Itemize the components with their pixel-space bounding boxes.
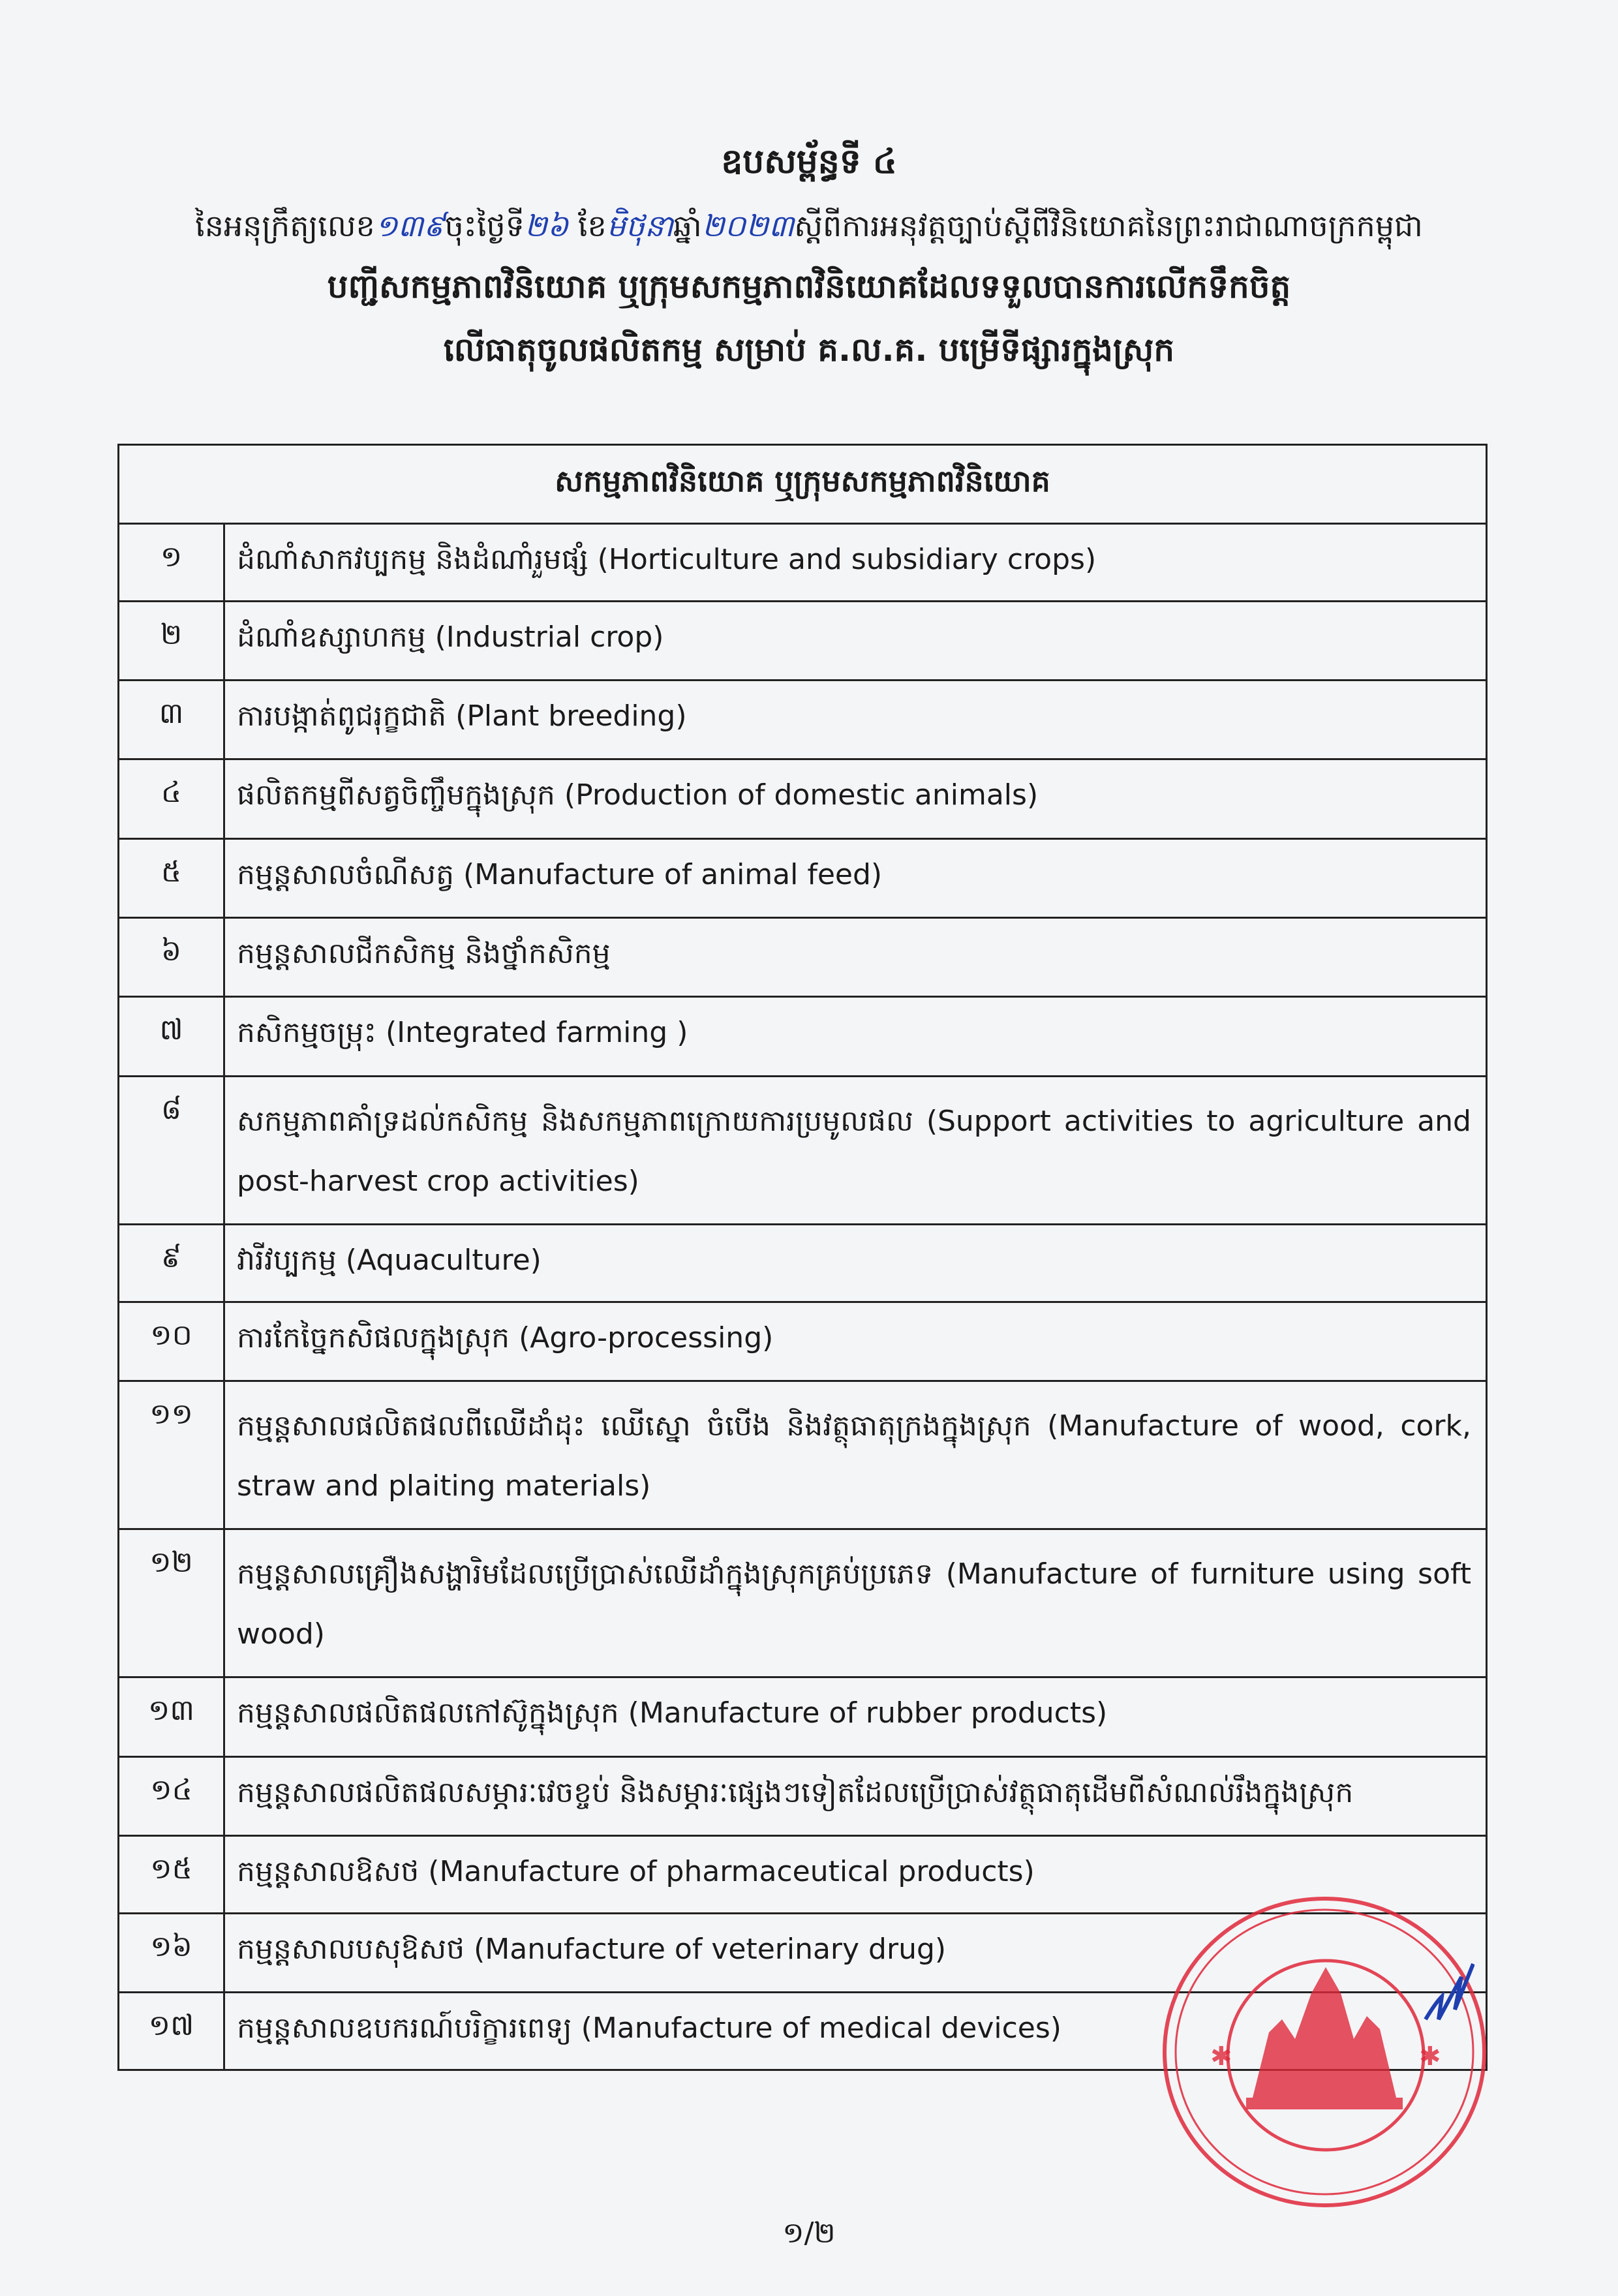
svg-text:✱: ✱ [1419, 2042, 1441, 2072]
activity-description: ការកែច្នៃកសិផលក្នុងស្រុក (Agro-processing) [224, 1302, 1487, 1381]
table-row [119, 1225, 1487, 1302]
activity-description: វារីវប្បកម្ម (Aquaculture) [224, 1225, 1487, 1302]
row-number: ៧ [119, 997, 224, 1077]
activity-description: កម្មន្តសាលជីកសិកម្ម និងថ្នាំកសិកម្ម [224, 918, 1487, 997]
row-number: ១៦ [119, 1914, 224, 1993]
row-number: ៦ [119, 918, 224, 997]
activity-description: កម្មន្តសាលផលិតផលពីឈើដាំដុះ ឈើស្នោ ចំបើង និងវត្ថុធាតុក្រងក្នុងស្រុក (Manufacture of wood, cork, straw and plaiting materials) [224, 1381, 1487, 1529]
activity-description: កម្មន្តសាលបសុឱសថ (Manufacture of veterinary drug) [224, 1914, 1487, 1993]
table-row [119, 1302, 1487, 1381]
activity-description: កម្មន្តសាលឱសថ (Manufacture of pharmaceutical products) [224, 1836, 1487, 1914]
table-row [119, 839, 1487, 918]
year-prefix: ឆ្នាំ [673, 208, 702, 243]
activity-description: ការបង្កាត់ពូជរុក្ខជាតិ (Plant breeding) [224, 681, 1487, 759]
activity-description: កម្មន្តសាលចំណីសត្វ (Manufacture of animal feed) [224, 839, 1487, 918]
table-row [119, 997, 1487, 1077]
svg-text:✱: ✱ [1210, 2042, 1232, 2072]
activity-description: កម្មន្តសាលឧបករណ៍បរិក្ខារពេទ្យ (Manufacture of medical devices) [224, 1993, 1487, 2070]
activity-description: ផលិតកម្មពីសត្វចិញ្ចឹមក្នុងស្រុក (Production of domestic animals) [224, 759, 1487, 839]
row-number: ២ [119, 602, 224, 681]
row-number: ៤ [119, 759, 224, 839]
row-number: ៣ [119, 681, 224, 759]
page-number: ១/២ [782, 2216, 836, 2250]
row-number: ១០ [119, 1302, 224, 1381]
year: ២០២៣ [701, 208, 795, 243]
table-row [119, 1381, 1487, 1529]
table-row [119, 759, 1487, 839]
table-header-row [119, 445, 1487, 524]
row-number: ៥ [119, 839, 224, 918]
activity-description: កសិកម្មចម្រុះ (Integrated farming ) [224, 997, 1487, 1077]
date-prefix: ចុះថ្ងៃទី [444, 208, 525, 243]
activity-description: កម្មន្តសាលគ្រឿងសង្ហារិមដែលប្រើប្រាស់ឈើដាំក្នុងស្រុកគ្រប់ប្រភេទ (Manufacture of furniture using soft wood) [224, 1529, 1487, 1677]
month: មិថុនា [606, 208, 673, 243]
table-row [119, 602, 1487, 681]
table-row [119, 1077, 1487, 1225]
row-number: ១៥ [119, 1836, 224, 1914]
subdecree-prefix: នៃអនុក្រឹត្យលេខ [195, 208, 375, 243]
activity-description: កម្មន្តសាលផលិតផលកៅស៊ូក្នុងស្រុក (Manufacture of rubber products) [224, 1677, 1487, 1757]
subdecree-suffix: ស្ដីពីការអនុវត្តច្បាប់ស្ដីពីវិនិយោគនៃព្រះរាជាណាចក្រកម្ពុជា [794, 208, 1423, 243]
row-number: ១១ [119, 1381, 224, 1529]
annex-title: ឧបសម្ព័ន្ធទី ៤ [721, 142, 897, 181]
list-title: បញ្ជីសកម្មភាពវិនិយោគ ឬក្រុមសកម្មភាពវិនិយោគដែលទទួលបានការលើកទឹកចិត្ត [327, 268, 1291, 305]
table-row [119, 524, 1487, 602]
table-row [119, 1757, 1487, 1836]
table-row [119, 1677, 1487, 1757]
activity-description: ដំណាំសាកវប្បកម្ម និងដំណាំរួមផ្សំ (Horticulture and subsidiary crops) [224, 524, 1487, 602]
subdecree-number: ១៣៩ [374, 208, 445, 243]
row-number: ១៧ [119, 1993, 224, 2070]
official-seal [1155, 1889, 1494, 2215]
activity-description: សកម្មភាពគាំទ្រដល់កសិកម្ម និងសកម្មភាពក្រោយការប្រមូលផល (Support activities to agriculture and post-harvest crop activities) [224, 1077, 1487, 1225]
activity-description: កម្មន្តសាលផលិតផលសម្ភារៈវេចខ្ចប់ និងសម្ភារៈផ្សេងៗទៀតដែលប្រើប្រាស់វត្ថុធាតុដើមពីសំណល់រឹងក្នុងស្រុក [224, 1757, 1487, 1836]
row-number: ១២ [119, 1529, 224, 1677]
subdecree-reference [0, 207, 1618, 251]
row-number: ១ [119, 524, 224, 602]
row-number: ៩ [119, 1225, 224, 1302]
table-row [119, 681, 1487, 759]
month-prefix: ខែ [577, 208, 607, 243]
day: ២៦ [524, 208, 569, 243]
investment-activities-table [117, 444, 1488, 2071]
table-row [119, 1529, 1487, 1677]
signature [1422, 1957, 1474, 2029]
activity-description: ដំណាំឧស្សាហកម្ម (Industrial crop) [224, 602, 1487, 681]
list-subtitle: លើធាតុចូលផលិតកម្ម សម្រាប់ គ.ល.គ. បម្រើទីផ្សារក្នុងស្រុក [443, 331, 1175, 369]
row-number: ១៤ [119, 1757, 224, 1836]
row-number: ៨ [119, 1077, 224, 1225]
table-row [119, 918, 1487, 997]
column-header: សកម្មភាពវិនិយោគ ឬក្រុមសកម្មភាពវិនិយោគ [119, 445, 1487, 524]
row-number: ១៣ [119, 1677, 224, 1757]
